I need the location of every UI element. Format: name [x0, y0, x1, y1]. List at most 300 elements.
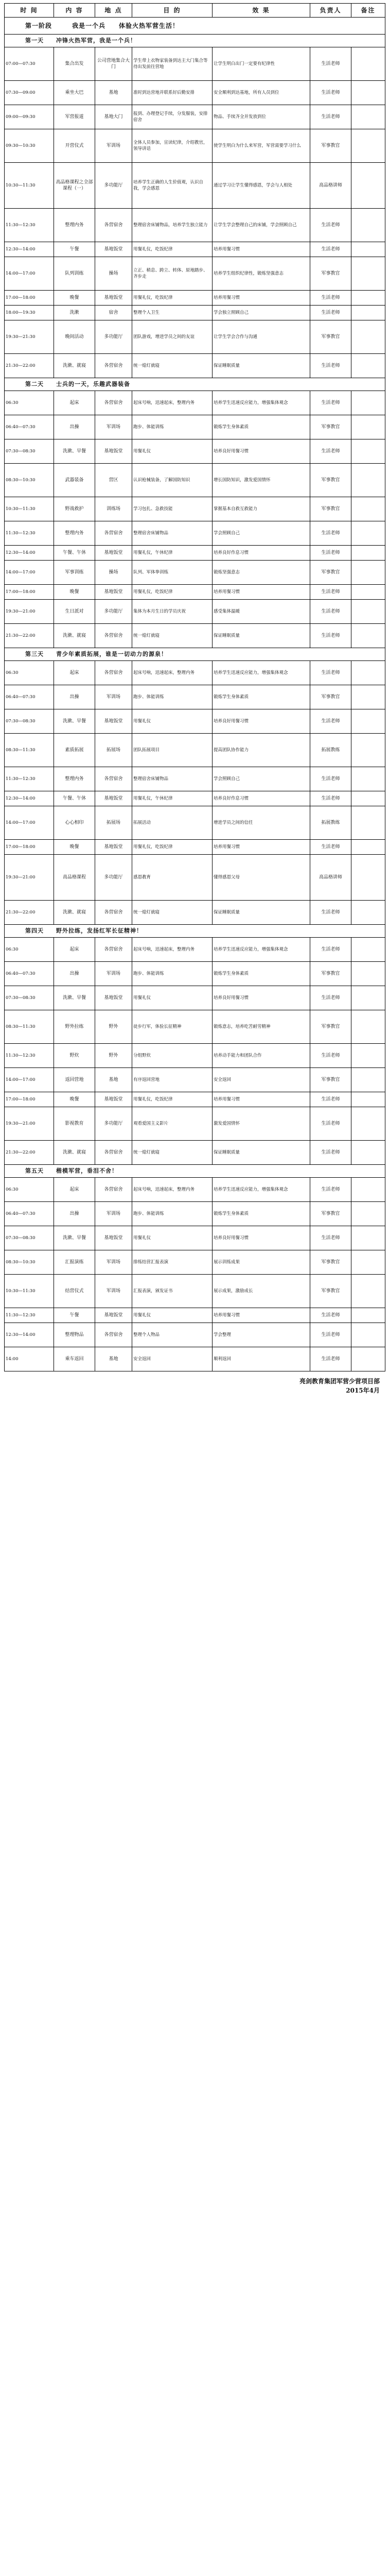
cell-lead: 军事教官	[310, 497, 351, 521]
cell-time: 08:30—10:30	[5, 464, 54, 497]
header-lead: 负责人	[310, 4, 351, 18]
cell-effect: 培养学生迅速反应能力，增强集体观念	[213, 938, 310, 962]
cell-content: 晚餐	[54, 1092, 95, 1107]
cell-lead: 军事教官	[310, 1010, 351, 1044]
cell-goal: 用餐礼仪，吃饭纪律	[132, 840, 213, 855]
table-row	[5, 320, 385, 354]
cell-time: 09:00—09:30	[5, 105, 54, 129]
cell-time: 14:00—17:00	[5, 806, 54, 840]
cell-note	[351, 1323, 385, 1347]
cell-place: 基地饭堂	[95, 585, 132, 600]
cell-content: 整理内务	[54, 521, 95, 546]
cell-goal: 学生带上衣物家装备到达主大门集合等待出发前往营地	[132, 47, 213, 81]
cell-note	[351, 600, 385, 624]
cell-time: 07:30—08:30	[5, 986, 54, 1010]
table-row	[5, 767, 385, 791]
cell-goal: 感恩教育	[132, 855, 213, 901]
cell-goal: 用餐礼仪，吃饭纪律	[132, 242, 213, 257]
cell-effect: 增进学员之间的信任	[213, 806, 310, 840]
cell-time: 07:00—07:30	[5, 47, 54, 81]
cell-place: 基地饭堂	[95, 1092, 132, 1107]
table-row	[5, 600, 385, 624]
cell-time: 11:30—12:30	[5, 767, 54, 791]
table-row	[5, 1092, 385, 1107]
cell-goal: 队列、军体拳训练	[132, 561, 213, 585]
cell-lead: 军事教官	[310, 561, 351, 585]
cell-note	[351, 391, 385, 415]
cell-place: 军训场	[95, 962, 132, 986]
cell-goal: 跑步、体能训练	[132, 962, 213, 986]
cell-content: 出操	[54, 685, 95, 709]
cell-time: 11:30—12:30	[5, 209, 54, 242]
cell-effect: 培养良好作息习惯	[213, 791, 310, 806]
cell-note	[351, 624, 385, 648]
table-row	[5, 806, 385, 840]
cell-lead: 军事教官	[310, 685, 351, 709]
cell-place: 各营宿舍	[95, 1141, 132, 1165]
cell-time: 17:00—18:00	[5, 1092, 54, 1107]
cell-goal: 准时到达营地并联系好后勤安排	[132, 81, 213, 105]
cell-lead: 生活老师	[310, 306, 351, 320]
table-row	[5, 354, 385, 378]
cell-effect: 培养用餐习惯	[213, 840, 310, 855]
cell-goal: 报到、办理登记手续，分发服装，安排宿舍	[132, 105, 213, 129]
cell-goal: 全体人员参加，宣读纪律，介绍教官，领导讲话	[132, 129, 213, 163]
cell-lead: 生活老师	[310, 1178, 351, 1202]
table-row	[5, 791, 385, 806]
cell-lead: 军事教官	[310, 415, 351, 439]
cell-goal: 整理宿舍床铺物品	[132, 521, 213, 546]
cell-effect: 展示训练成果	[213, 1250, 310, 1275]
cell-goal: 用餐礼仪，午休纪律	[132, 546, 213, 561]
cell-place: 训练场	[95, 497, 132, 521]
cell-content: 影视教育	[54, 1107, 95, 1141]
cell-effect: 培养良好用餐习惯	[213, 1226, 310, 1250]
section-title: 第一阶段 我是一个兵 体验火热军营生活！	[5, 18, 385, 35]
table-row	[5, 242, 385, 257]
cell-lead: 军事教官	[310, 464, 351, 497]
cell-note	[351, 1044, 385, 1068]
cell-time: 14:00—17:00	[5, 561, 54, 585]
header-content: 内 容	[54, 4, 95, 18]
cell-content: 高品格课程	[54, 855, 95, 901]
cell-goal: 跑步、体能训练	[132, 415, 213, 439]
cell-note	[351, 1178, 385, 1202]
cell-content: 生日派对	[54, 600, 95, 624]
cell-goal: 起床号响，迅速起床，整理内务	[132, 938, 213, 962]
cell-time: 12:30—14:00	[5, 546, 54, 561]
cell-lead: 生活老师	[310, 661, 351, 685]
cell-content: 洗漱、早餐	[54, 439, 95, 464]
cell-goal: 用餐礼仪	[132, 1226, 213, 1250]
cell-place: 基地饭堂	[95, 1308, 132, 1323]
cell-goal: 集体为本月生日的学员庆祝	[132, 600, 213, 624]
cell-time: 19:30—21:00	[5, 1107, 54, 1141]
cell-time: 10:30—11:30	[5, 163, 54, 209]
cell-content: 武器装备	[54, 464, 95, 497]
header-effect: 效 果	[213, 4, 310, 18]
cell-goal: 用餐礼仪	[132, 986, 213, 1010]
footer	[4, 1371, 385, 1395]
cell-place: 各营宿舍	[95, 354, 132, 378]
cell-note	[351, 1141, 385, 1165]
cell-note	[351, 1275, 385, 1308]
cell-content: 午餐	[54, 242, 95, 257]
cell-effect: 学会照顾自己	[213, 767, 310, 791]
cell-effect: 安全顺利到达基地，所有人员到位	[213, 81, 310, 105]
day-title-row	[5, 925, 385, 938]
day-title-row	[5, 35, 385, 47]
header-place: 地 点	[95, 4, 132, 18]
cell-note	[351, 840, 385, 855]
cell-content: 整理内务	[54, 209, 95, 242]
cell-content: 起床	[54, 391, 95, 415]
cell-effect: 培养用餐习惯	[213, 1308, 310, 1323]
cell-note	[351, 81, 385, 105]
cell-place: 各营宿舍	[95, 661, 132, 685]
cell-note	[351, 1226, 385, 1250]
cell-goal: 用餐礼仪，吃饭纪律	[132, 585, 213, 600]
cell-content: 素质拓展	[54, 734, 95, 767]
cell-lead: 生活老师	[310, 901, 351, 925]
cell-time: 09:30—10:30	[5, 129, 54, 163]
cell-place: 军训场	[95, 1275, 132, 1308]
cell-note	[351, 47, 385, 81]
cell-goal: 统一熄灯就寝	[132, 624, 213, 648]
cell-content: 起床	[54, 661, 95, 685]
schedule-table	[4, 3, 385, 1371]
cell-effect: 让学生学会整理自己的床铺，学会照顾自己	[213, 209, 310, 242]
table-row	[5, 163, 385, 209]
cell-note	[351, 561, 385, 585]
table-row	[5, 47, 385, 81]
cell-lead: 生活老师	[310, 439, 351, 464]
cell-place: 野外	[95, 1010, 132, 1044]
cell-effect: 提高团队协作能力	[213, 734, 310, 767]
cell-effect: 学会整理	[213, 1323, 310, 1347]
cell-lead: 生活老师	[310, 767, 351, 791]
cell-effect: 使学生明白为什么来军营，军营需要学习什么	[213, 129, 310, 163]
cell-content: 午餐、午休	[54, 791, 95, 806]
cell-effect: 锻炼学生身体素质	[213, 962, 310, 986]
cell-goal: 用餐礼仪	[132, 1308, 213, 1323]
cell-effect: 保证睡眠质量	[213, 624, 310, 648]
cell-place: 基地	[95, 1347, 132, 1371]
cell-time: 07:30—08:30	[5, 709, 54, 734]
cell-content: 出操	[54, 415, 95, 439]
cell-content: 返回营地	[54, 1068, 95, 1092]
table-row	[5, 464, 385, 497]
table-row	[5, 1347, 385, 1371]
cell-time: 07:30—08:30	[5, 1226, 54, 1250]
cell-place: 基地饭堂	[95, 1226, 132, 1250]
table-row	[5, 209, 385, 242]
cell-goal: 有序返回营地	[132, 1068, 213, 1092]
cell-place: 各营宿舍	[95, 209, 132, 242]
cell-time: 12:30—14:00	[5, 1323, 54, 1347]
footer-org: 亮剑教育集团军营少营项目部	[299, 1378, 380, 1385]
cell-lead: 生活老师	[310, 600, 351, 624]
cell-time: 06:30	[5, 391, 54, 415]
cell-effect: 培养学生组织纪律性，锻炼坚强意志	[213, 257, 310, 291]
table-row	[5, 497, 385, 521]
cell-note	[351, 464, 385, 497]
cell-note	[351, 291, 385, 306]
cell-lead: 生活老师	[310, 1226, 351, 1250]
cell-lead: 军事教官	[310, 1202, 351, 1226]
cell-effect: 培养用餐习惯	[213, 1092, 310, 1107]
cell-effect: 让学生学会合作与沟通	[213, 320, 310, 354]
cell-lead: 高品格讲师	[310, 855, 351, 901]
cell-lead: 军事教官	[310, 1068, 351, 1092]
table-row	[5, 661, 385, 685]
cell-place: 各营宿舍	[95, 391, 132, 415]
cell-lead: 生活老师	[310, 209, 351, 242]
cell-lead: 生活老师	[310, 1107, 351, 1141]
cell-time: 07:30—08:30	[5, 439, 54, 464]
cell-place: 基地饭堂	[95, 709, 132, 734]
table-row	[5, 1044, 385, 1068]
cell-time: 14:00—17:00	[5, 1068, 54, 1092]
cell-time: 08:30—11:30	[5, 1010, 54, 1044]
cell-goal: 认识枪械装备，了解国防知识	[132, 464, 213, 497]
cell-lead: 生活老师	[310, 81, 351, 105]
day-title-row	[5, 378, 385, 391]
cell-goal: 起床号响，迅速起床，整理内务	[132, 391, 213, 415]
cell-note	[351, 1092, 385, 1107]
cell-goal: 安全返回	[132, 1347, 213, 1371]
cell-content: 乘坐大巴	[54, 81, 95, 105]
cell-effect: 让学生明白出门一定要有纪律性	[213, 47, 310, 81]
cell-lead: 军事教官	[310, 257, 351, 291]
cell-lead: 军事教官	[310, 1275, 351, 1308]
cell-effect: 感受集体温暖	[213, 600, 310, 624]
cell-lead: 生活老师	[310, 1323, 351, 1347]
cell-note	[351, 163, 385, 209]
cell-effect: 培养用餐习惯	[213, 242, 310, 257]
cell-time: 06:30	[5, 938, 54, 962]
cell-content: 洗漱、就寝	[54, 624, 95, 648]
cell-note	[351, 521, 385, 546]
cell-place: 基地	[95, 1068, 132, 1092]
cell-note	[351, 901, 385, 925]
cell-goal: 用餐礼仪，吃饭纪律	[132, 291, 213, 306]
table-row	[5, 1226, 385, 1250]
cell-content: 野战救护	[54, 497, 95, 521]
cell-content: 集合出发	[54, 47, 95, 81]
cell-note	[351, 685, 385, 709]
cell-place: 多功能厅	[95, 600, 132, 624]
cell-time: 10:30—11:30	[5, 1275, 54, 1308]
cell-content: 出操	[54, 1202, 95, 1226]
table-row	[5, 105, 385, 129]
cell-goal: 排练结营汇报表演	[132, 1250, 213, 1275]
table-row	[5, 1178, 385, 1202]
cell-effect: 锻炼学生身体素质	[213, 685, 310, 709]
cell-goal: 徒步行军，体验长征精神	[132, 1010, 213, 1044]
table-row	[5, 1010, 385, 1044]
cell-note	[351, 320, 385, 354]
table-row	[5, 81, 385, 105]
day-title: 第五天 楷模军营，垂泪不舍！	[5, 1165, 385, 1178]
cell-lead: 生活老师	[310, 1347, 351, 1371]
cell-place: 各营宿舍	[95, 901, 132, 925]
cell-time: 21:30—22:00	[5, 901, 54, 925]
cell-place: 军训场	[95, 1202, 132, 1226]
cell-lead: 军事教官	[310, 129, 351, 163]
cell-effect: 增长国防知识，激发爱国情怀	[213, 464, 310, 497]
cell-place: 各营宿舍	[95, 624, 132, 648]
schedule-page	[4, 0, 385, 1395]
cell-time: 06:40—07:30	[5, 962, 54, 986]
cell-place: 基地饭堂	[95, 291, 132, 306]
cell-note	[351, 938, 385, 962]
cell-place: 基地饭堂	[95, 546, 132, 561]
cell-content: 出操	[54, 962, 95, 986]
cell-content: 野外拉练	[54, 1010, 95, 1044]
table-row	[5, 521, 385, 546]
cell-note	[351, 585, 385, 600]
cell-time: 12:30—14:00	[5, 791, 54, 806]
table-row	[5, 129, 385, 163]
cell-content: 心心相印	[54, 806, 95, 840]
cell-time: 19:30—21:30	[5, 320, 54, 354]
cell-lead: 军事教官	[310, 1250, 351, 1275]
cell-place: 多功能厅	[95, 163, 132, 209]
cell-lead: 军事教官	[310, 962, 351, 986]
cell-goal: 培养学生正确的人生价值观，认识自我，学会感恩	[132, 163, 213, 209]
cell-note	[351, 1347, 385, 1371]
cell-effect: 培养良好用餐习惯	[213, 986, 310, 1010]
header-note: 备注	[351, 4, 385, 18]
table-row	[5, 938, 385, 962]
cell-note	[351, 791, 385, 806]
cell-goal: 观看爱国主义影片	[132, 1107, 213, 1141]
cell-effect: 保证睡眠质量	[213, 354, 310, 378]
section-title-row	[5, 18, 385, 35]
cell-place: 基地饭堂	[95, 242, 132, 257]
cell-time: 06:30	[5, 661, 54, 685]
cell-note	[351, 1068, 385, 1092]
cell-effect: 通过学习让学生懂得感恩，学会与人相处	[213, 163, 310, 209]
cell-lead: 生活老师	[310, 521, 351, 546]
cell-place: 拓展场	[95, 734, 132, 767]
cell-content: 起床	[54, 1178, 95, 1202]
cell-time: 19:30—21:00	[5, 600, 54, 624]
cell-note	[351, 1250, 385, 1275]
cell-effect: 培养用餐习惯	[213, 291, 310, 306]
cell-note	[351, 415, 385, 439]
cell-content: 起床	[54, 938, 95, 962]
cell-lead: 生活老师	[310, 1044, 351, 1068]
table-row	[5, 840, 385, 855]
cell-goal: 立正、稍息、跨立、转体、原地踏步、齐步走	[132, 257, 213, 291]
cell-time: 14:00—17:00	[5, 257, 54, 291]
cell-content: 整理物品	[54, 1323, 95, 1347]
cell-place: 营区	[95, 464, 132, 497]
day-title: 第二天 士兵的一天，乐趣武器装备	[5, 378, 385, 391]
cell-content: 乘车返回	[54, 1347, 95, 1371]
cell-goal: 分组野炊	[132, 1044, 213, 1068]
cell-content: 结营仪式	[54, 1275, 95, 1308]
table-row	[5, 709, 385, 734]
cell-place: 拓展场	[95, 806, 132, 840]
cell-note	[351, 734, 385, 767]
cell-time: 06:40—07:30	[5, 685, 54, 709]
cell-place: 各营宿舍	[95, 521, 132, 546]
cell-place: 军训场	[95, 415, 132, 439]
table-row	[5, 306, 385, 320]
cell-content: 晚餐	[54, 291, 95, 306]
cell-goal: 起床号响，迅速起床，整理内务	[132, 661, 213, 685]
cell-lead: 生活老师	[310, 47, 351, 81]
cell-place: 多功能厅	[95, 855, 132, 901]
cell-goal: 用餐礼仪	[132, 439, 213, 464]
cell-note	[351, 661, 385, 685]
cell-effect: 激发爱国情怀	[213, 1107, 310, 1141]
cell-time: 21:30—22:00	[5, 354, 54, 378]
cell-goal: 整理宿舍床铺物品，培养学生独立能力	[132, 209, 213, 242]
cell-effect: 培养学生迅速反应能力，增强集体观念	[213, 1178, 310, 1202]
table-row	[5, 585, 385, 600]
cell-time: 06:30	[5, 1178, 54, 1202]
header-goal: 目 的	[132, 4, 213, 18]
cell-goal: 统一熄灯就寝	[132, 901, 213, 925]
table-row	[5, 734, 385, 767]
cell-goal: 跑步、体能训练	[132, 1202, 213, 1226]
table-row	[5, 1107, 385, 1141]
cell-lead: 生活老师	[310, 354, 351, 378]
cell-lead: 生活老师	[310, 1092, 351, 1107]
cell-note	[351, 306, 385, 320]
cell-note	[351, 709, 385, 734]
cell-place: 基地大门	[95, 105, 132, 129]
cell-effect: 保证睡眠质量	[213, 1141, 310, 1165]
cell-time: 11:30—12:30	[5, 1308, 54, 1323]
cell-effect: 培养学生迅速反应能力，增强集体观念	[213, 661, 310, 685]
cell-lead: 生活老师	[310, 391, 351, 415]
cell-note	[351, 1107, 385, 1141]
cell-lead: 生活老师	[310, 791, 351, 806]
cell-content: 洗漱、就寝	[54, 354, 95, 378]
cell-effect: 安全返回	[213, 1068, 310, 1092]
cell-time: 06:40—07:30	[5, 415, 54, 439]
cell-time: 21:30—22:00	[5, 1141, 54, 1165]
table-row	[5, 415, 385, 439]
header-row	[5, 4, 385, 18]
table-row	[5, 1308, 385, 1323]
cell-place: 多功能厅	[95, 1107, 132, 1141]
cell-content: 洗漱	[54, 306, 95, 320]
cell-effect: 锻炼坚强意志	[213, 561, 310, 585]
cell-lead: 拓展教练	[310, 734, 351, 767]
cell-content: 高品格课程之全部课程（一）	[54, 163, 95, 209]
cell-note	[351, 257, 385, 291]
cell-time: 19:30—21:00	[5, 855, 54, 901]
table-row	[5, 439, 385, 464]
cell-content: 洗漱、就寝	[54, 1141, 95, 1165]
cell-content: 洗漱、早餐	[54, 986, 95, 1010]
cell-note	[351, 209, 385, 242]
cell-effect: 展示成果，激励成长	[213, 1275, 310, 1308]
cell-time: 18:00—19:30	[5, 306, 54, 320]
cell-content: 整理内务	[54, 767, 95, 791]
table-row	[5, 901, 385, 925]
table-row	[5, 1323, 385, 1347]
cell-note	[351, 242, 385, 257]
cell-content: 队列训练	[54, 257, 95, 291]
cell-effect: 保证睡眠质量	[213, 901, 310, 925]
